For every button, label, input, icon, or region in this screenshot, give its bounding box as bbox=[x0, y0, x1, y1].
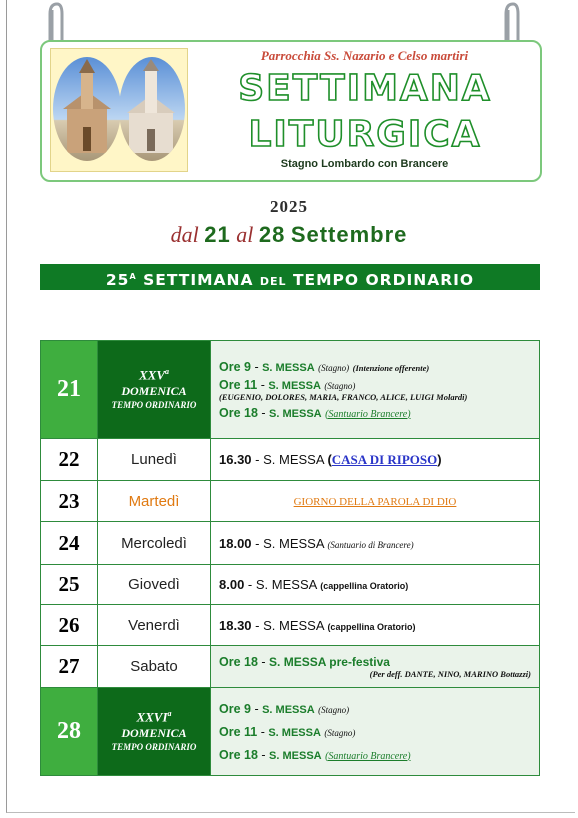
weekday: Sabato bbox=[98, 646, 211, 688]
banner-word-3: TEMPO ORDINARIO bbox=[292, 271, 475, 290]
mass-label: S. MESSA bbox=[263, 535, 324, 551]
date-from-word: dal bbox=[170, 222, 199, 247]
church-icon bbox=[119, 57, 185, 161]
day-number: 22 bbox=[41, 439, 98, 481]
mass-list: Ore 9 - S. MESSA (Stagno) Ore 11 - S. MESSA (Stagno) Ore 18 - S. MESSA (Santuario Brancere) bbox=[211, 688, 540, 776]
mass-note: (Per deff. DANTE, NINO, MARINO Bottazzi) bbox=[369, 668, 531, 679]
church-photo-left bbox=[53, 57, 121, 161]
mass-time: Ore 18 bbox=[219, 405, 258, 420]
mass-place: (Santuario Brancere) bbox=[325, 750, 411, 762]
mass-time: 16.30 bbox=[219, 451, 252, 467]
mass-place: (Stagno) bbox=[324, 727, 356, 738]
weekday: Lunedì bbox=[98, 439, 211, 481]
mass-place: (Stagno) bbox=[324, 380, 356, 391]
date-to-day: 28 bbox=[258, 222, 286, 247]
title-line-2: LITURGICA bbox=[248, 114, 482, 155]
mass-place: (Stagno) bbox=[318, 362, 350, 373]
sunday-sup: a bbox=[167, 709, 172, 719]
mass-note: (EUGENIO, DOLORES, MARIA, FRANCO, ALICE, LUIGI Molardi) bbox=[219, 391, 468, 402]
mass-time: Ore 11 bbox=[219, 377, 258, 392]
weekday: Giovedì bbox=[98, 565, 211, 605]
table-row bbox=[41, 605, 540, 646]
mass-entry: 16.30 - S. MESSA (CASA DI RIPOSO) bbox=[211, 439, 540, 481]
mass-label: S. MESSA bbox=[263, 617, 324, 633]
mass-label: S. MESSA bbox=[269, 407, 322, 420]
place-paren-open: ( bbox=[327, 451, 332, 467]
day-number: 25 bbox=[41, 565, 98, 605]
special-day bbox=[211, 481, 540, 522]
church-photo-right bbox=[119, 57, 185, 161]
mass-entry: 8.00 - S. MESSA (cappellina Oratorio) bbox=[211, 565, 540, 605]
parish-name: Parrocchia Ss. Nazario e Celso martiri bbox=[260, 48, 469, 63]
place-name: Stagno Lombardo con Brancere bbox=[280, 158, 449, 170]
sunday-label bbox=[98, 341, 211, 439]
special-label: GIORNO DELLA PAROLA DI DIO bbox=[293, 496, 457, 508]
mass-label: S. MESSA bbox=[269, 749, 322, 762]
day-number: 24 bbox=[41, 522, 98, 565]
sunday-roman: XXVI bbox=[136, 709, 168, 725]
sunday-sub: TEMPO ORDINARIO bbox=[111, 742, 197, 753]
table-row bbox=[41, 439, 540, 481]
mass-place: (Santuario di Brancere) bbox=[327, 539, 414, 550]
weekday: Mercoledì bbox=[98, 522, 211, 565]
church-icon bbox=[53, 57, 121, 161]
mass-place: (Stagno) bbox=[318, 704, 350, 715]
place-paren-close: ) bbox=[437, 451, 442, 467]
year: 2025 bbox=[270, 197, 308, 216]
mass-place: (cappellina Oratorio) bbox=[327, 621, 416, 632]
table-row bbox=[41, 646, 540, 688]
mass-label: S. MESSA bbox=[268, 726, 321, 739]
weekday: Martedì bbox=[98, 481, 211, 522]
table-row bbox=[41, 341, 540, 439]
table-row bbox=[41, 688, 540, 776]
schedule-table bbox=[40, 340, 540, 776]
mass-entry: 18.00 - S. MESSA (Santuario di Brancere) bbox=[211, 522, 540, 565]
mass-note: (Intenzione offerente) bbox=[352, 362, 430, 373]
mass-time: 18.30 bbox=[219, 617, 252, 633]
weekday: Venerdì bbox=[98, 605, 211, 646]
date-month: Settembre bbox=[290, 222, 408, 247]
mass-time: 18.00 bbox=[219, 535, 252, 551]
date-to-word: al bbox=[236, 222, 254, 247]
mass-time: Ore 9 bbox=[219, 701, 251, 716]
day-number: 21 bbox=[41, 341, 98, 439]
banner-word-1: SETTIMANA bbox=[143, 271, 254, 290]
date-range bbox=[0, 222, 578, 248]
mass-entry: Ore 18 - S. MESSA pre-festiva (Per deff. DANTE, NINO, MARINO Bottazzi) bbox=[211, 646, 540, 688]
mass-label: S. MESSA bbox=[262, 703, 315, 716]
banner-word-2: DEL bbox=[259, 275, 287, 289]
day-number: 23 bbox=[41, 481, 98, 522]
mass-label: S. MESSA bbox=[262, 361, 315, 374]
mass-entry: 18.30 - S. MESSA (cappellina Oratorio) bbox=[211, 605, 540, 646]
sunday-name: DOMENICA bbox=[121, 726, 187, 741]
mass-time: Ore 18 bbox=[219, 747, 258, 762]
table-row bbox=[41, 522, 540, 565]
mass-label: S. MESSA bbox=[263, 451, 324, 467]
header-box bbox=[40, 40, 542, 182]
church-photos bbox=[50, 48, 188, 172]
mass-place: (cappellina Oratorio) bbox=[320, 581, 409, 591]
sunday-roman: XXV bbox=[138, 367, 165, 383]
week-banner bbox=[40, 264, 540, 290]
mass-time: Ore 11 bbox=[219, 724, 258, 739]
date-from-day: 21 bbox=[204, 222, 231, 247]
sunday-sub: TEMPO ORDINARIO bbox=[111, 400, 197, 411]
mass-label: S. MESSA bbox=[255, 577, 317, 592]
sunday-label bbox=[98, 688, 211, 776]
sunday-name: DOMENICA bbox=[121, 384, 187, 399]
table-row bbox=[41, 565, 540, 605]
mass-list: Ore 9 - S. MESSA (Stagno) (Intenzione offerente) Ore 11 - S. MESSA (Stagno) (EUGENIO, DOLORES, MARIA, FRANCO, ALICE, LUIGI Molardi) Ore 18 - S. MESSA (Santuario Brancere) bbox=[211, 341, 540, 439]
mass-time: Ore 9 bbox=[219, 359, 251, 374]
table-row bbox=[41, 481, 540, 522]
mass-place: (Santuario Brancere) bbox=[325, 408, 411, 420]
mass-label: S. MESSA pre-festiva bbox=[269, 654, 390, 669]
mass-label: S. MESSA bbox=[268, 379, 321, 392]
day-number: 26 bbox=[41, 605, 98, 646]
mass-time: Ore 18 bbox=[219, 654, 258, 669]
day-number: 27 bbox=[41, 646, 98, 688]
sunday-sup: a bbox=[165, 367, 169, 377]
banner-sup: A bbox=[129, 272, 137, 281]
title-line-1: SETTIMANA bbox=[238, 68, 492, 109]
mass-time: 8.00 bbox=[219, 577, 245, 592]
mass-place: CASA DI RIPOSO bbox=[331, 451, 438, 467]
banner-number: 25 bbox=[105, 271, 130, 290]
day-number: 28 bbox=[41, 688, 98, 776]
